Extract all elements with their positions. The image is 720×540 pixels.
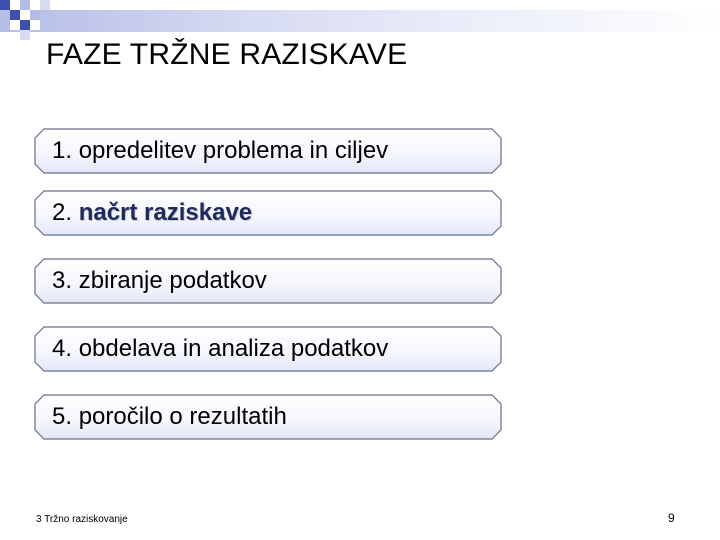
step-text: obdelava in analiza podatkov <box>78 335 389 362</box>
step-box-3 <box>34 258 502 304</box>
step-label <box>52 403 287 431</box>
step-box-1 <box>34 128 502 174</box>
step-box-4 <box>34 326 502 372</box>
step-number: 4. <box>52 335 73 362</box>
page-number: 9 <box>668 511 675 525</box>
corner-checker-decoration <box>0 0 60 40</box>
step-number: 1. <box>52 137 73 164</box>
step-label <box>52 335 388 363</box>
step-number: 5. <box>52 403 73 430</box>
step-text: zbiranje podatkov <box>78 267 267 294</box>
step-text: poročilo o rezultatih <box>78 403 287 430</box>
step-text-highlighted: načrt raziskave <box>78 199 253 226</box>
header-gradient-band <box>0 10 720 32</box>
step-box-5 <box>34 394 502 440</box>
step-label <box>52 199 252 227</box>
step-text: opredelitev problema in ciljev <box>78 137 389 164</box>
slide-title: FAZE TRŽNE RAZISKAVE <box>46 38 408 71</box>
step-label <box>52 267 267 295</box>
step-label <box>52 137 388 165</box>
footer-section-label: 3 Tržno raziskovanje <box>36 514 128 525</box>
step-box-2 <box>34 190 502 236</box>
step-number: 2. <box>52 199 73 226</box>
step-number: 3. <box>52 267 73 294</box>
